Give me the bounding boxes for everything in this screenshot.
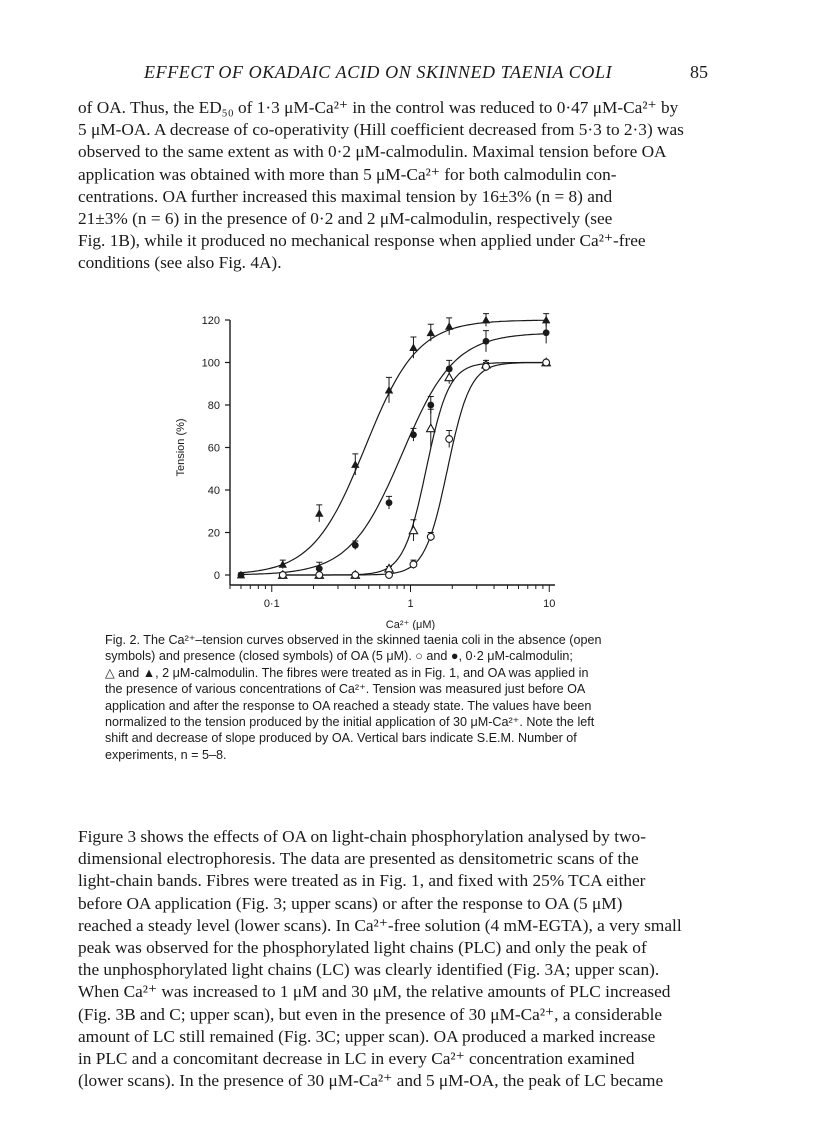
caption-line: the presence of various concentrations of Ca²⁺. Tension was measured just before OA bbox=[105, 682, 586, 697]
text-line: of OA. Thus, the ED₅₀ of 1·3 μM-Ca²⁺ in the control was reduced to 0·47 μM-Ca²⁺ by bbox=[78, 98, 679, 117]
data-point-filled-triangle bbox=[315, 509, 323, 517]
data-point-filled-circle bbox=[543, 329, 550, 336]
caption-line: △ and ▲, 2 μM-calmodulin. The fibres were treated as in Fig. 1, and OA was applied in bbox=[105, 665, 589, 680]
data-point-open-circle bbox=[316, 572, 323, 579]
text-line: dimensional electrophoresis. The data are presented as densitometric scans of the bbox=[78, 849, 639, 869]
data-point-filled-circle bbox=[427, 402, 434, 409]
x-tick-label: 0·1 bbox=[263, 598, 280, 610]
y-tick-label: 100 bbox=[201, 357, 220, 370]
fit-curve bbox=[241, 334, 546, 575]
data-point-filled-circle bbox=[410, 431, 417, 438]
caption-line: symbols) and presence (closed symbols) of OA (5 μM). ○ and ●, 0·2 μM-calmodulin; bbox=[105, 649, 573, 664]
y-axis-label: Tension (%) bbox=[175, 418, 187, 477]
caption-line: Fig. 2. The Ca²⁺–tension curves observed in the skinned taenia coli in the absence (open bbox=[105, 633, 602, 647]
text-line: 21±3% (n = 6) in the presence of 0·2 and 2 μM-calmodulin, respectively (see bbox=[78, 209, 613, 229]
data-point-open-triangle bbox=[445, 373, 453, 381]
text-line: observed to the same extent as with 0·2 μM-calmodulin. Maximal tension before OA bbox=[78, 142, 667, 162]
text-line: the unphosphorylated light chains (LC) was clearly identified (Fig. 3A; upper scan). bbox=[78, 960, 660, 980]
text-line: before OA application (Fig. 3; upper scans) or after the response to OA (5 μM) bbox=[78, 893, 623, 913]
data-point-filled-triangle bbox=[542, 316, 550, 324]
paragraph-top bbox=[78, 97, 708, 275]
chart-svg bbox=[160, 305, 580, 630]
y-tick-label: 80 bbox=[207, 400, 220, 412]
data-point-filled-circle bbox=[386, 499, 393, 506]
data-point-filled-triangle bbox=[445, 322, 453, 330]
caption-line: experiments, n = 5–8. bbox=[105, 747, 227, 762]
text-line: conditions (see also Fig. 4A). bbox=[78, 253, 282, 273]
data-point-open-circle bbox=[543, 359, 550, 366]
text-line: centrations. OA further increased this maximal tension by 16±3% (n = 8) and bbox=[78, 186, 613, 206]
text-line: reached a steady level (lower scans). In Ca²⁺-free solution (4 mM-EGTA), a very small bbox=[78, 915, 682, 935]
data-point-open-circle bbox=[446, 436, 453, 443]
fit-curve bbox=[283, 363, 546, 576]
paragraph-bottom bbox=[78, 826, 708, 1092]
data-point-open-circle bbox=[427, 533, 434, 540]
data-point-filled-circle bbox=[352, 542, 359, 549]
data-point-open-circle bbox=[386, 572, 393, 579]
y-tick-label: 20 bbox=[207, 527, 220, 540]
data-point-filled-circle bbox=[483, 338, 490, 345]
running-title: EFFECT OF OKADAIC ACID ON SKINNED TAENIA COLI bbox=[144, 62, 613, 82]
figure-caption bbox=[105, 632, 705, 763]
data-point-filled-circle bbox=[238, 572, 245, 579]
text-line: 5 μM-OA. A decrease of co-operativity (Hill coefficient decreased from 5·3 to 2·3) was bbox=[78, 120, 684, 140]
text-line: Figure 3 shows the effects of OA on light-chain phosphorylation analysed by two- bbox=[78, 827, 646, 846]
text-line: (lower scans). In the presence of 30 μM-Ca²⁺ and 5 μM-OA, the peak of LC became bbox=[78, 1071, 664, 1091]
caption-line: shift and decrease of slope produced by OA. Vertical bars indicate S.E.M. Number of bbox=[105, 731, 577, 746]
x-axis-label: Ca²⁺ (μM) bbox=[385, 619, 436, 630]
text-line: When Ca²⁺ was increased to 1 μM and 30 μM, the relative amounts of PLC increased bbox=[78, 982, 671, 1002]
text-line: peak was observed for the phosphorylated light chains (PLC) and only the peak of bbox=[78, 938, 647, 958]
text-line: in PLC and a concomitant decrease in LC in every Ca²⁺ concentration examined bbox=[78, 1049, 635, 1069]
y-tick-label: 60 bbox=[207, 442, 220, 455]
fit-curve bbox=[283, 363, 546, 576]
data-point-filled-triangle bbox=[427, 329, 435, 337]
x-tick-label: 10 bbox=[543, 598, 556, 610]
data-point-filled-triangle bbox=[279, 560, 287, 568]
page-number: 85 bbox=[690, 62, 708, 82]
caption-line: application and after the response to OA reached a steady state. The values have been bbox=[105, 698, 592, 713]
data-point-filled-triangle bbox=[482, 316, 490, 324]
y-tick-label: 120 bbox=[201, 315, 220, 327]
y-tick-label: 0 bbox=[213, 570, 220, 582]
caption-line: normalized to the tension produced by the initial application of 30 μM-Ca²⁺. Note the left bbox=[105, 715, 595, 730]
figure-2-chart bbox=[160, 305, 580, 630]
text-line: Fig. 1B), while it produced no mechanical response when applied under Ca²⁺-free bbox=[78, 231, 646, 251]
text-line: amount of LC still remained (Fig. 3C; upper scan). OA produced a marked increase bbox=[78, 1026, 656, 1046]
text-line: (Fig. 3B and C; upper scan), but even in the presence of 30 μM-Ca²⁺, a considerable bbox=[78, 1004, 663, 1024]
text-line: light-chain bands. Fibres were treated as in Fig. 1, and fixed with 25% TCA either bbox=[78, 871, 646, 891]
data-point-open-circle bbox=[279, 572, 286, 579]
data-point-open-circle bbox=[483, 363, 490, 370]
data-point-open-circle bbox=[410, 561, 417, 568]
data-point-filled-circle bbox=[446, 365, 453, 372]
data-point-open-triangle bbox=[409, 526, 417, 534]
data-point-filled-triangle bbox=[409, 343, 417, 351]
text-line: application was obtained with more than 5 μM-Ca²⁺ for both calmodulin con- bbox=[78, 164, 617, 184]
x-tick-label: 1 bbox=[407, 598, 414, 610]
fit-curve bbox=[241, 320, 546, 573]
data-point-open-triangle bbox=[427, 424, 435, 432]
data-point-open-circle bbox=[352, 572, 359, 579]
y-tick-label: 40 bbox=[207, 485, 220, 497]
page-header bbox=[78, 62, 708, 86]
